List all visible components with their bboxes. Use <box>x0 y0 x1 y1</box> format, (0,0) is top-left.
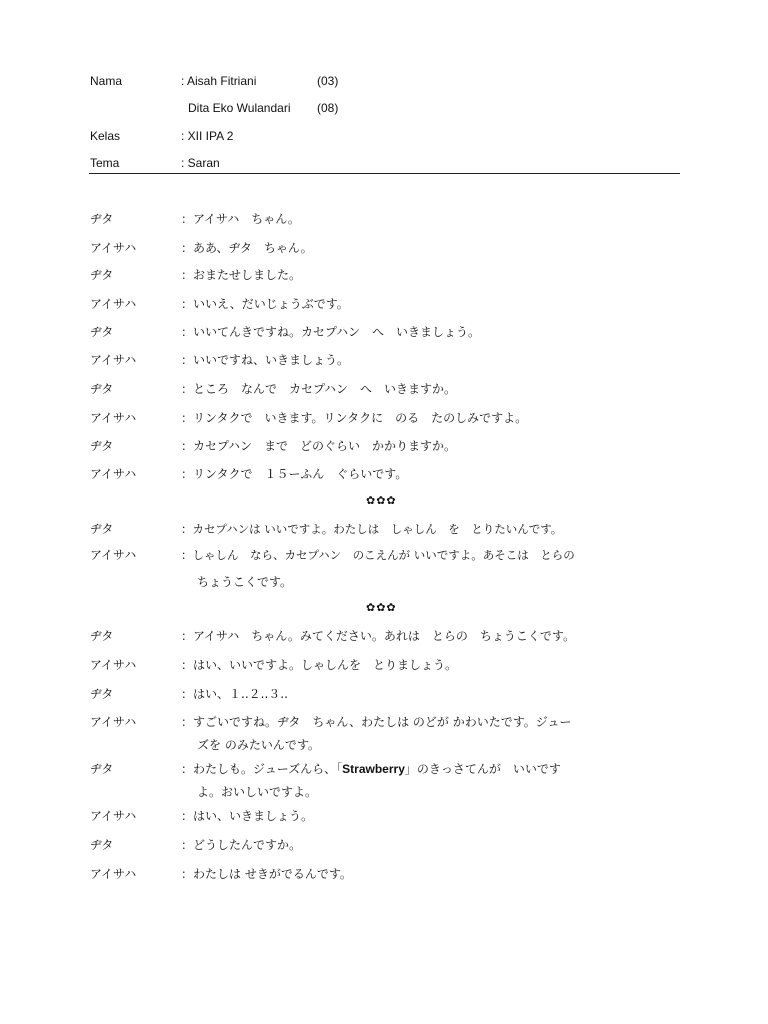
header-value: : XII IPA 2 <box>181 129 234 143</box>
utterance: ：リンタクで １５ーふん ぐらいです。 <box>181 467 408 481</box>
utterance: ：アイサハ ちゃん。 <box>181 212 300 226</box>
speaker: ヂタ <box>90 762 114 776</box>
header-label: Kelas <box>90 129 121 143</box>
header-value: : Saran <box>181 156 220 170</box>
utterance: ：どうしたんですか。 <box>181 838 302 852</box>
speaker: ヂタ <box>90 687 114 701</box>
speaker: ヂタ <box>90 325 114 339</box>
speaker: アイサハ <box>90 297 137 311</box>
utterance-part: 」のきっさてんが いいです <box>404 762 561 776</box>
speaker: ヂタ <box>90 439 114 453</box>
utterance: ：おまたせしました。 <box>181 268 302 282</box>
header-label: Nama <box>90 74 123 88</box>
utterance: ：はい、１..２..３.. <box>181 687 288 701</box>
speaker: ヂタ <box>90 629 114 643</box>
header-label: Tema <box>90 156 120 170</box>
utterance-continuation: ちょうこくです。 <box>197 575 293 589</box>
utterance: ：カセプハンは いいですよ。わたしは しゃしん を とりたいんです。 <box>181 522 563 536</box>
utterance: ：ところ なんで カセプハン へ いきますか。 <box>181 382 457 396</box>
header-divider <box>89 173 680 174</box>
speaker: ヂタ <box>90 382 114 396</box>
speaker: アイサハ <box>90 809 137 823</box>
strawberry-text: Strawberry <box>342 762 405 776</box>
header-value: : Aisah Fitriani <box>181 74 257 88</box>
utterance: ：カセプハン まで どのぐらい かかりますか。 <box>181 439 457 453</box>
speaker: アイサハ <box>90 548 137 562</box>
utterance: ：はい、いいですよ。しゃしんを とりましょう。 <box>181 658 458 672</box>
utterance-continuation: ズを のみたいんです。 <box>197 738 320 752</box>
section-separator: ✿✿✿ <box>366 494 397 507</box>
utterance: ：いいですね、いきましょう。 <box>181 353 350 367</box>
speaker: アイサハ <box>90 411 137 425</box>
utterance: ：はい、いきましょう。 <box>181 809 314 823</box>
speaker: ヂタ <box>90 212 114 226</box>
utterance: ：わたしは せきがでるんです。 <box>181 867 352 881</box>
speaker: アイサハ <box>90 715 137 729</box>
utterance: ：ああ、ヂタ ちゃん。 <box>181 241 313 255</box>
utterance: ：いいてんきですね。カセプハン へ いきましょう。 <box>181 325 481 339</box>
utterance-part: ：わたしも。ジューズんら、「 <box>181 762 343 776</box>
speaker: アイサハ <box>90 467 137 481</box>
speaker: アイサハ <box>90 658 137 672</box>
utterance: ：すごいですね。ヂタ ちゃん、わたしは のどが かわいたです。ジュー <box>181 715 572 729</box>
header-number: (03) <box>317 74 339 88</box>
utterance: ：アイサハ ちゃん。みてください。あれは とらの ちょうこくです。 <box>181 629 575 643</box>
section-separator: ✿✿✿ <box>366 601 397 614</box>
header-value: Dita Eko Wulandari <box>188 101 291 115</box>
utterance <box>181 761 561 777</box>
speaker: ヂタ <box>90 268 114 282</box>
speaker: アイサハ <box>90 353 137 367</box>
utterance: ：いいえ、だいじょうぶです。 <box>181 297 349 311</box>
speaker: アイサハ <box>90 867 137 881</box>
utterance: ：リンタクで いきます。リンタクに のる たのしみですよ。 <box>181 411 528 425</box>
speaker: ヂタ <box>90 522 114 536</box>
header-number: (08) <box>317 101 339 115</box>
speaker: アイサハ <box>90 241 137 255</box>
utterance: ：しゃしん なら、カセプハン のこえんが いいですよ。あそこは とらの <box>181 548 575 562</box>
speaker: ヂタ <box>90 838 114 852</box>
utterance-continuation: よ。おいしいですよ。 <box>197 785 318 799</box>
